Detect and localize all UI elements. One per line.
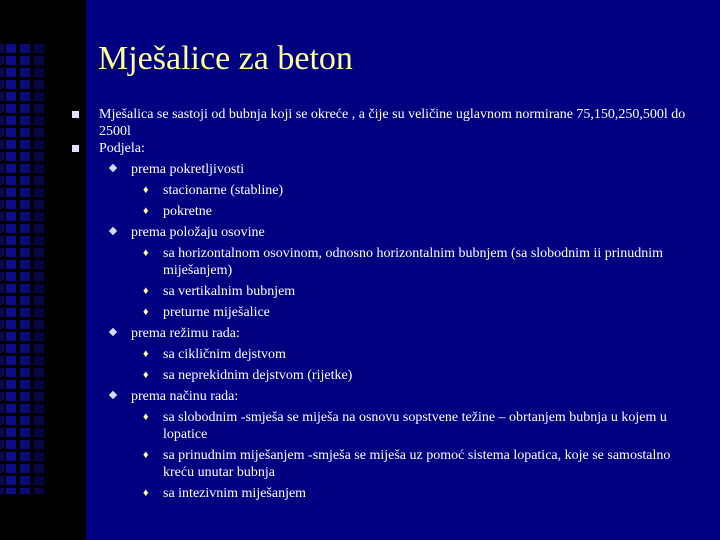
diamond-bullet-icon xyxy=(109,391,117,399)
list-item-text: preturne miješalice xyxy=(163,305,270,320)
group-label-text: prema načinu rada: xyxy=(131,389,239,404)
list-item-text: sa slobodnim -smješa se miješa na osnovu sopstvene težine – obrtanjem bubnja u kojem u lopatice xyxy=(163,410,667,442)
list-item-text: pokretne xyxy=(163,204,212,219)
list-item xyxy=(72,367,702,384)
list-item-text: sa cikličnim dejstvom xyxy=(163,347,286,362)
diamond-bullet-icon xyxy=(109,164,117,172)
list-item xyxy=(72,346,702,363)
small-diamond-bullet-icon: ♦ xyxy=(143,411,149,423)
small-diamond-bullet-icon: ♦ xyxy=(143,487,149,499)
list-item-text: sa prinudnim miješanjem -smješa se miješa uz pomoć sistema lopatica, koje se samostalno kreću unutar bubnja xyxy=(163,448,671,480)
diamond-bullet-icon xyxy=(109,328,117,336)
decorative-squares xyxy=(20,44,30,494)
small-diamond-bullet-icon: ♦ xyxy=(143,449,149,461)
group-label-text: prema položaju osovine xyxy=(131,225,265,240)
bullet-podjela xyxy=(72,140,702,157)
slide-body xyxy=(72,106,702,502)
small-diamond-bullet-icon: ♦ xyxy=(143,247,149,259)
decorative-squares xyxy=(34,44,44,494)
list-item-text: stacionarne (stabline) xyxy=(163,183,284,198)
list-item xyxy=(72,245,702,279)
group-label-text: prema režimu rada: xyxy=(131,326,240,341)
small-diamond-bullet-icon: ♦ xyxy=(143,348,149,360)
list-item xyxy=(72,409,702,443)
group-label xyxy=(72,325,702,342)
list-item xyxy=(72,203,702,220)
list-item-text: sa intezivnim miješanjem xyxy=(163,486,307,501)
decorative-squares xyxy=(0,44,4,494)
small-diamond-bullet-icon: ♦ xyxy=(143,369,149,381)
group-label xyxy=(72,224,702,241)
bullet-text: Mješalica se sastoji od bubnja koji se okreće , a čije su veličine uglavnom normirane 75,150,250,500l do 2500l xyxy=(99,107,686,139)
group-label xyxy=(72,388,702,405)
list-item-text: sa horizontalnom osovinom, odnosno horizontalnim bubnjem (sa slobodnim ii prinudnim miješanjem) xyxy=(163,246,664,278)
small-diamond-bullet-icon: ♦ xyxy=(143,205,149,217)
list-item-text: sa neprekidnim dejstvom (rijetke) xyxy=(163,368,353,383)
group-label-text: prema pokretljivosti xyxy=(131,162,245,177)
diamond-bullet-icon xyxy=(109,227,117,235)
square-bullet-icon xyxy=(72,111,79,118)
list-item xyxy=(72,304,702,321)
decorative-squares xyxy=(6,44,16,494)
slide-title: Mješalice za beton xyxy=(98,40,353,77)
list-item-text: sa vertikalnim bubnjem xyxy=(163,284,296,299)
bullet-text: Podjela: xyxy=(99,141,145,156)
small-diamond-bullet-icon: ♦ xyxy=(143,184,149,196)
square-bullet-icon xyxy=(72,145,79,152)
small-diamond-bullet-icon: ♦ xyxy=(143,306,149,318)
list-item xyxy=(72,182,702,199)
list-item xyxy=(72,485,702,502)
bullet-intro xyxy=(72,106,702,140)
list-item xyxy=(72,447,702,481)
list-item xyxy=(72,283,702,300)
group-label xyxy=(72,161,702,178)
small-diamond-bullet-icon: ♦ xyxy=(143,285,149,297)
